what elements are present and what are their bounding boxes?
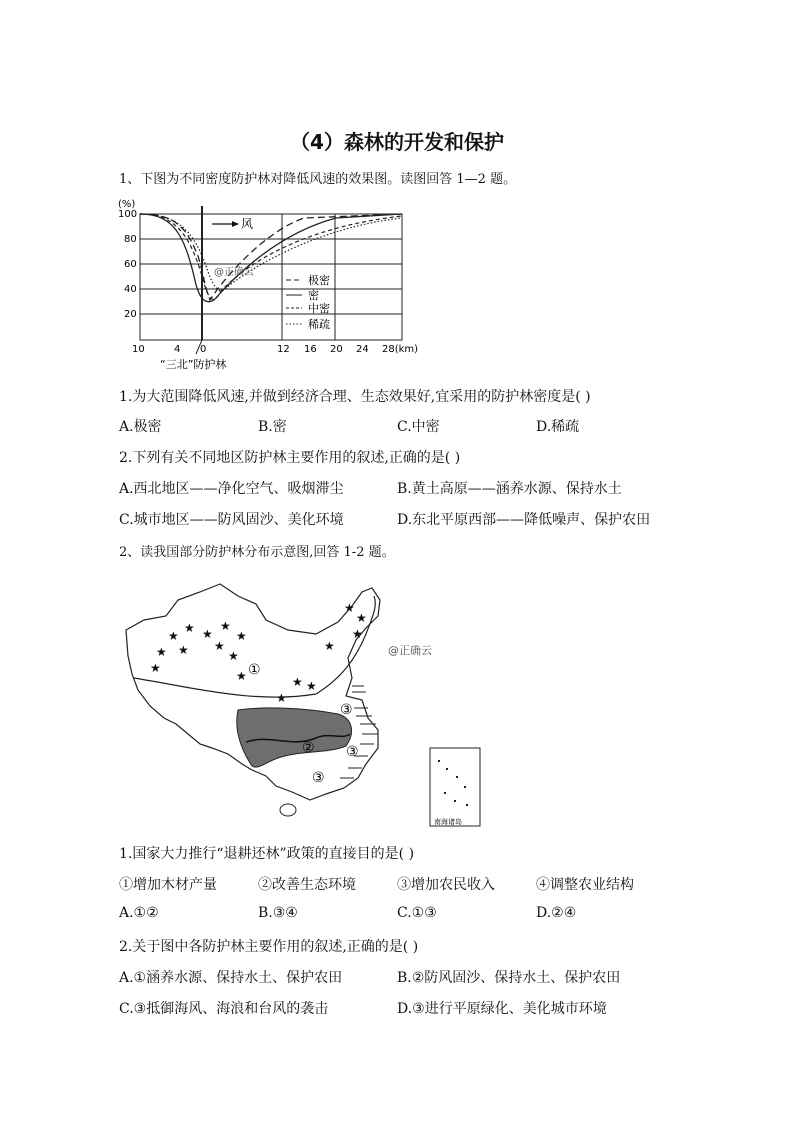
s1-q1-option-b[interactable]: B.密	[258, 419, 287, 435]
s1-q2-option-d[interactable]: D.东北平原西部——降低噪声、保护农田	[397, 512, 651, 528]
svg-text:★: ★	[292, 675, 303, 689]
y-tick-100: 100	[118, 209, 138, 220]
svg-text:★: ★	[236, 629, 247, 643]
legend-medium: 中密	[308, 302, 330, 315]
svg-text:★: ★	[156, 645, 167, 659]
x-tick-0: 0	[200, 344, 207, 355]
inset-label: 南海诸岛	[434, 818, 462, 826]
region-label-2: ②	[302, 740, 315, 756]
s2-q1-option-b[interactable]: B.③④	[258, 905, 298, 921]
x-tick-10: 10	[132, 344, 145, 355]
south-china-sea-inset	[430, 748, 480, 826]
s2-q1-stem: 1.国家大力推行“退耕还林”政策的直接目的是( )	[119, 846, 415, 862]
svg-text:★: ★	[150, 661, 161, 675]
s1-q2-option-a[interactable]: A.西北地区——净化空气、吸烟滞尘	[119, 481, 344, 497]
svg-text:★: ★	[178, 643, 189, 657]
s2-q2-option-b[interactable]: B.②防风固沙、保持水土、保护农田	[397, 970, 621, 986]
forest-belt-label: “三北”防护林	[160, 358, 227, 371]
svg-text:★: ★	[220, 619, 231, 633]
svg-text:★: ★	[236, 669, 247, 683]
svg-text:★: ★	[352, 627, 363, 641]
x-tick-16: 16	[304, 344, 317, 355]
wind-arrow-head-icon	[232, 221, 239, 227]
curve-very-dense	[140, 214, 402, 300]
china-outline	[126, 584, 380, 800]
svg-text:★: ★	[184, 621, 195, 635]
x-tick-20: 20	[330, 344, 343, 355]
china-shelterbelt-map	[116, 578, 496, 834]
x-tick-28: 28(km)	[382, 344, 419, 355]
s1-q1-stem: 1.为大范围降低风速,并做到经济合理、生态效果好,宜采用的防护林密度是( )	[119, 389, 591, 405]
section2-intro: 2、读我国部分防护林分布示意图,回答 1-2 题。	[119, 545, 395, 560]
s2-q2-stem: 2.关于图中各防护林主要作用的叙述,正确的是( )	[119, 939, 419, 955]
y-tick-80: 80	[124, 234, 137, 245]
s2-q2-option-d[interactable]: D.③进行平原绿化、美化城市环境	[397, 1001, 607, 1017]
chart-frame	[140, 214, 402, 340]
wind-reduction-chart	[114, 196, 434, 376]
y-unit-label: (%)	[118, 199, 136, 210]
y-tick-40: 40	[124, 284, 137, 295]
y-tick-60: 60	[124, 259, 137, 270]
s1-q1-option-a[interactable]: A.极密	[119, 419, 162, 435]
chart-watermark: @正确云	[214, 267, 254, 278]
svg-text:★: ★	[168, 629, 179, 643]
legend-very-dense: 极密	[308, 274, 330, 287]
x-tick-4: 4	[174, 344, 181, 355]
svg-text:★: ★	[306, 679, 317, 693]
s2-q1-item-4: ④调整农业结构	[536, 877, 634, 893]
s1-q2-option-b[interactable]: B.黄土高原——涵养水源、保持水土	[397, 481, 622, 497]
svg-text:★: ★	[344, 601, 355, 615]
x-tick-12: 12	[277, 344, 290, 355]
s2-q1-item-3: ③增加农民收入	[397, 877, 495, 893]
s1-q1-option-c[interactable]: C.中密	[397, 419, 440, 435]
svg-text:★: ★	[276, 691, 287, 705]
section1-intro: 1、下图为不同密度防护林对降低风速的效果图。读图回答 1—2 题。	[119, 172, 517, 187]
s2-q1-item-2: ②改善生态环境	[258, 877, 356, 893]
s1-q2-option-c[interactable]: C.城市地区——防风固沙、美化环境	[119, 512, 344, 528]
s1-q2-stem: 2.下列有关不同地区防护林主要作用的叙述,正确的是( )	[119, 450, 461, 466]
s2-q1-option-d[interactable]: D.②④	[536, 905, 577, 921]
legend-sparse: 稀疏	[308, 318, 330, 331]
map-watermark: @正确云	[388, 644, 432, 657]
svg-text:★: ★	[202, 627, 213, 641]
curve-sparse	[140, 214, 402, 291]
s2-q1-item-1: ①增加木材产量	[119, 877, 217, 893]
page-title: （4）森林的开发和保护	[290, 130, 504, 154]
region-label-3c: ③	[312, 770, 325, 786]
s1-q1-option-d[interactable]: D.稀疏	[536, 419, 580, 435]
hainan-island	[280, 804, 296, 816]
svg-text:★: ★	[324, 639, 335, 653]
region-label-3a: ③	[340, 702, 353, 718]
curve-medium	[140, 214, 402, 299]
svg-text:★: ★	[214, 639, 225, 653]
x-tick-24: 24	[356, 344, 369, 355]
s2-q2-option-a[interactable]: A.①涵养水源、保持水土、保护农田	[119, 970, 343, 986]
region-label-3b: ③	[346, 744, 359, 760]
s2-q1-option-c[interactable]: C.①③	[397, 905, 437, 921]
svg-text:★: ★	[356, 611, 367, 625]
svg-text:★: ★	[228, 649, 239, 663]
wind-label: 风	[241, 217, 254, 231]
region-label-1: ①	[248, 662, 261, 678]
s2-q2-option-c[interactable]: C.③抵御海风、海浪和台风的袭击	[119, 1001, 329, 1017]
s2-q1-option-a[interactable]: A.①②	[119, 905, 159, 921]
y-tick-20: 20	[124, 309, 137, 320]
legend-dense: 密	[308, 289, 319, 302]
